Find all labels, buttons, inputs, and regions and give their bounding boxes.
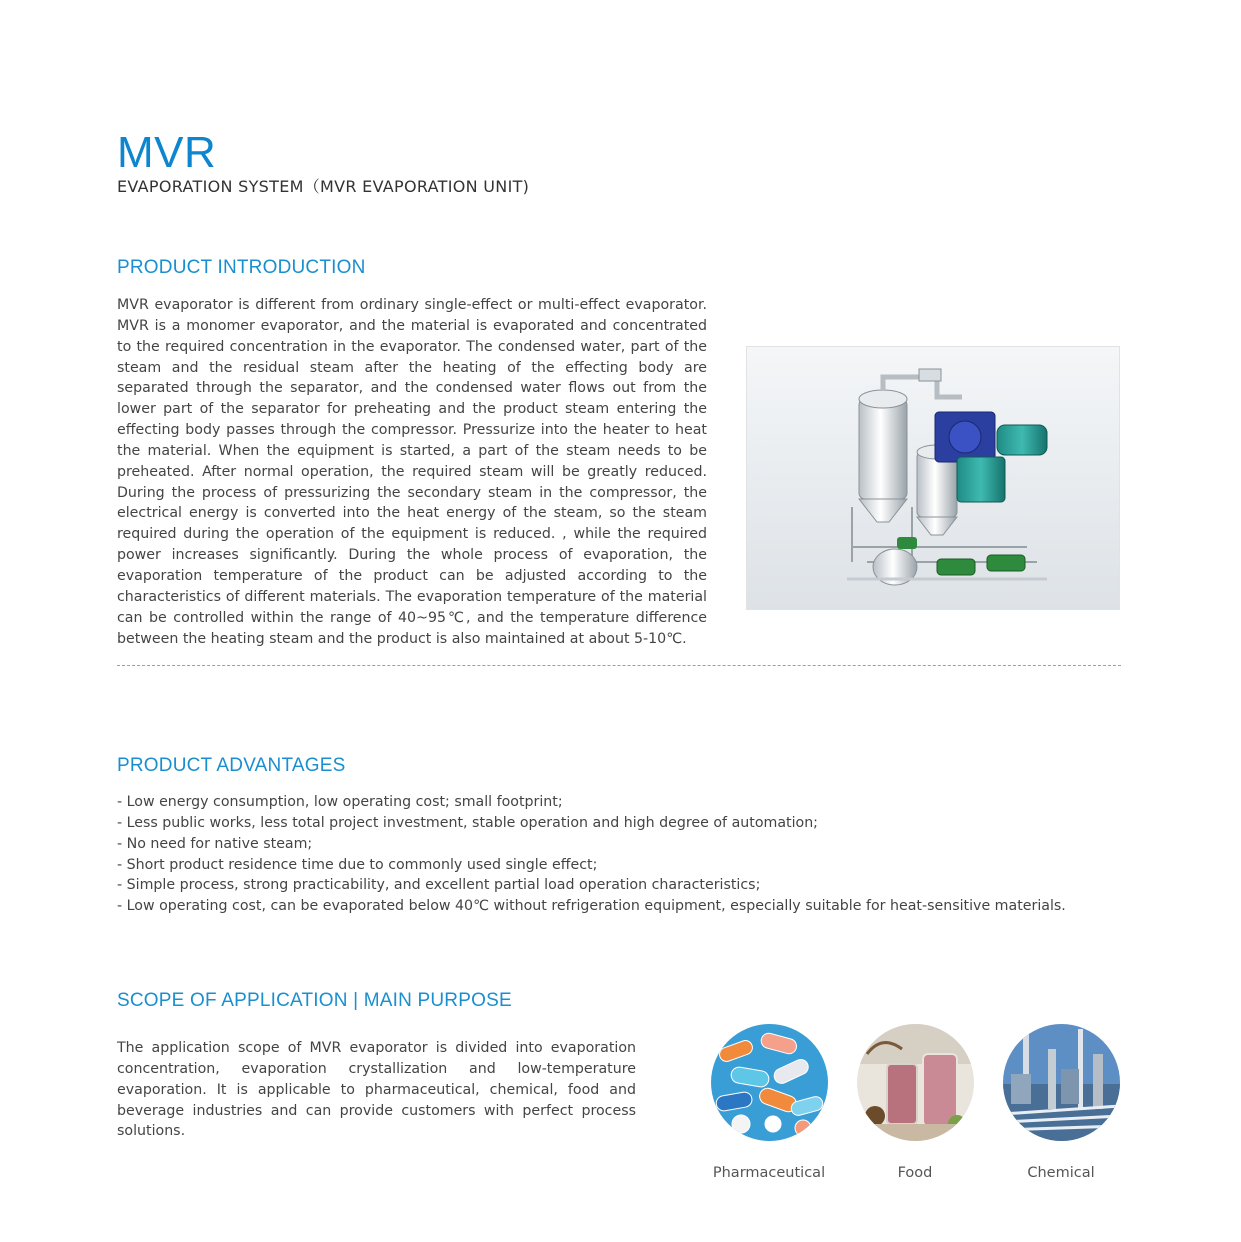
refinery-photo-icon	[1003, 1024, 1120, 1141]
advantages-list	[117, 792, 1066, 917]
section-divider	[117, 665, 1121, 666]
advantage-item: - Low operating cost, can be evaporated below 40℃ without refrigeration equipment, especially suitable for heat-sensitive materials.	[117, 898, 1066, 915]
pills-photo-icon	[711, 1024, 828, 1141]
page-subtitle: EVAPORATION SYSTEM（MVR EVAPORATION UNIT)	[117, 177, 530, 196]
mvr-evaporator-image	[746, 346, 1120, 610]
category-label-pharmaceutical: Pharmaceutical	[712, 1165, 826, 1181]
introduction-text: MVR evaporator is different from ordinary single-effect or multi-effect evaporator. MVR is a monomer evaporator, and the material is evaporated and concentrated to the required concentration in the evaporator. The condensed water, part of the steam and the residual steam after the heating of the effecting body are separated through the separator, and the condensed water flows out from the lower part of the separator for preheating and the product steam entering the effecting body passes through the compressor. Pressurize into the heater to heat the material. When the equipment is started, a part of the steam needs to be preheated. After normal operation, the required steam will be greatly reduced. During the process of pressurizing the secondary steam in the compressor, the electrical energy is converted into the heat energy of the steam, so the steam required during the operation of the equipment is reduced. , while the required power increases significantly. During the whole process of evaporation, the evaporation temperature of the product can be adjusted according to the characteristics of different materials. The evaporation temperature of the material can be controlled within the range of 40~95℃, and the temperature difference between the heating steam and the product is also maintained at about 5-10℃.	[117, 297, 707, 647]
advantage-item: - Simple process, strong practicability, and excellent partial load operation characteristics;	[117, 877, 761, 894]
category-label-chemical: Chemical	[1027, 1165, 1095, 1181]
advantage-item: - Less public works, less total project investment, stable operation and high degree of automation;	[117, 814, 818, 831]
page-title: MVR	[117, 128, 217, 177]
advantage-item: - Short product residence time due to commonly used single effect;	[117, 856, 598, 873]
advantages-heading: PRODUCT ADVANTAGES	[117, 755, 346, 776]
category-label-food: Food	[897, 1165, 933, 1181]
advantage-item: - Low energy consumption, low operating cost; small footprint;	[117, 794, 563, 810]
introduction-heading: PRODUCT INTRODUCTION	[117, 257, 366, 278]
advantage-item: - No need for native steam;	[117, 835, 313, 852]
application-heading: SCOPE OF APPLICATION | MAIN PURPOSE	[117, 990, 512, 1011]
application-text: The application scope of MVR evaporator is divided into evaporation concentration, evaporation crystallization and low-temperature evaporation. It is applicable to pharmaceutical, chemical, food and beverage industries and can provide customers with perfect process solutions.	[117, 1040, 636, 1140]
smoothie-photo-icon	[857, 1024, 974, 1141]
